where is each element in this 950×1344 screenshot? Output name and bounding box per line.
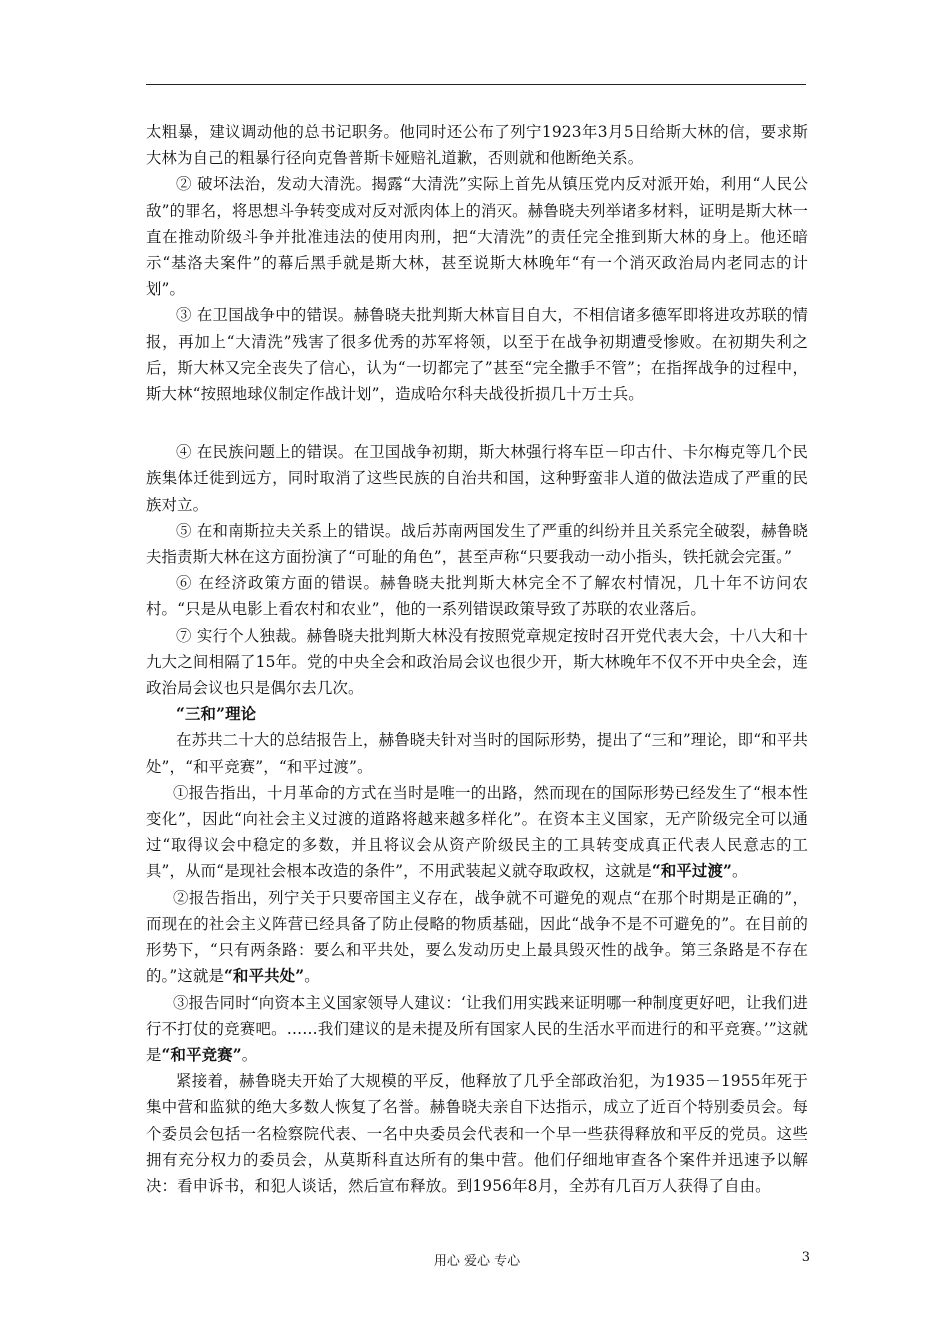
paragraph: ④ 在民族问题上的错误。在卫国战争初期，斯大林强行将车臣－印古什、卡尔梅克等几个民族集体迁徙到远方，同时取消了这些民族的自治共和国，这种野蛮非人道的做法造成了严重的民族对立。 <box>146 443 808 514</box>
paragraph-text: ②报告指出，列宁关于只要帝国主义存在，战争就不可避免的观点“在那个时期是正确的”，而现在的社会主义阵营已经具备了防止侵略的物质基础，因此“战争不是不可避免的”。在目前的形势下，“只有两条路：要么和平共处，要么发动历史上最具毁灭性的战争。第三条路是不存在的。”这就是 <box>146 888 808 986</box>
paragraph: ⑤ 在和南斯拉夫关系上的错误。战后苏南两国发生了严重的纠纷并且关系完全破裂，赫鲁晓夫指责斯大林在这方面扮演了“可耻的角色”，甚至声称“只要我动一动小指头，铁托就会完蛋。” <box>146 521 808 567</box>
paragraph: 在苏共二十大的总结报告上，赫鲁晓夫针对当时的国际形势，提出了“三和”理论，即“和平共处”，“和平竞赛”，“和平过渡”。 <box>146 731 808 776</box>
page-footer <box>0 1250 950 1270</box>
section-heading: “三和”理论 <box>176 705 257 724</box>
footer-text: 用心 爱心 专心 <box>433 1254 521 1269</box>
page-number: 3 <box>801 1250 810 1265</box>
bold-term: “和平竞赛” <box>161 1045 242 1064</box>
paragraph-gap <box>146 407 808 439</box>
header-rule <box>146 84 806 85</box>
document-body <box>146 119 808 1199</box>
paragraph <box>146 990 808 1069</box>
paragraph: 太粗暴，建议调动他的总书记职务。他同时还公布了列宁1923年3月5日给斯大林的信，要求斯大林为自己的粗暴行径向克鲁普斯卡娅赔礼道歉，否则就和他断绝关系。 <box>146 123 808 168</box>
paragraph: ⑥ 在经济政策方面的错误。赫鲁晓夫批判斯大林完全不了解农村情况，几十年不访问农村。“只是从电影上看农村和农业”，他的一系列错误政策导致了苏联的农业落后。 <box>146 574 808 619</box>
paragraph: ② 破坏法治，发动大清洗。揭露“大清洗”实际上首先从镇压党内反对派开始，利用“人民公敌”的罪名，将思想斗争转变成对反对派肉体上的消灭。赫鲁晓夫列举诸多材料，证明是斯大林一直在推动阶级斗争并批准违法的使用肉刑，把“大清洗”的责任完全推到斯大林的身上。他还暗示“基洛夫案件”的幕后黑手就是斯大林，甚至说斯大林晚年“有一个消灭政治局内老同志的计划”。 <box>146 175 808 299</box>
paragraph: ③ 在卫国战争中的错误。赫鲁晓夫批判斯大林盲目自大，不相信诸多德军即将进攻苏联的情报，再加上“大清洗”残害了很多优秀的苏军将领，以至于在战争初期遭受惨败。在初期失利之后，斯大林又完全丧失了信心，认为“一切都完了”甚至“完全撒手不管”；在指挥战争的过程中，斯大林“按照地球仪制定作战计划”，造成哈尔科夫战役折损几十万士兵。 <box>146 306 808 404</box>
paragraph-text: 。 <box>304 967 320 986</box>
paragraph-text: 。 <box>241 1045 258 1064</box>
paragraph-text: 。 <box>732 862 748 881</box>
paragraph: 紧接着，赫鲁晓夫开始了大规模的平反，他释放了几乎全部政治犯，为1935－1955年死于集中营和监狱的绝大多数人恢复了名誉。赫鲁晓夫亲自下达指示，成立了近百个特别委员会。每个委员会包括一名检察院代表、一名中央委员会代表和一个早一些获得释放和平反的党员。这些拥有充分权力的委员会，从莫斯科直达所有的集中营。他们仔细地审查各个案件并迅速予以解决：看申诉书，和犯人谈话，然后宣布释放。到1956年8月，全苏有几百万人获得了自由。 <box>146 1072 808 1195</box>
paragraph: ⑦ 实行个人独裁。赫鲁晓夫批判斯大林没有按照党章规定按时召开党代表大会，十八大和十九大之间相隔了15年。党的中央全会和政治局会议也很少开，斯大林晚年不仅不开中央全会，连政治局会议也只是偶尔去几次。 <box>146 626 808 698</box>
paragraph <box>146 885 808 990</box>
paragraph-text: ①报告指出，十月革命的方式在当时是唯一的出路，然而现在的国际形势已经发生了“根本性变化”，因此“向社会主义过渡的道路将越来越多样化”。在资本主义国家，无产阶级完全可以通过“取得议会中稳定的多数，并且将议会从资产阶级民主的工具转变成真正代表人民意志的工具”，从而“是现社会根本改造的条件”，不用武装起义就夺取政权，这就是 <box>146 783 808 881</box>
bold-term: “和平共处” <box>224 967 305 986</box>
paragraph <box>146 780 808 885</box>
paragraph-text: ③报告同时“向资本主义国家领导人建议：‘让我们用实践来证明哪一种制度更好吧，让我们进行不打仗的竞赛吧。……我们建议的是未提及所有国家人民的生活水平而进行的和平竞赛。’”这就是 <box>146 993 808 1064</box>
bold-term: “和平过渡” <box>651 862 732 881</box>
